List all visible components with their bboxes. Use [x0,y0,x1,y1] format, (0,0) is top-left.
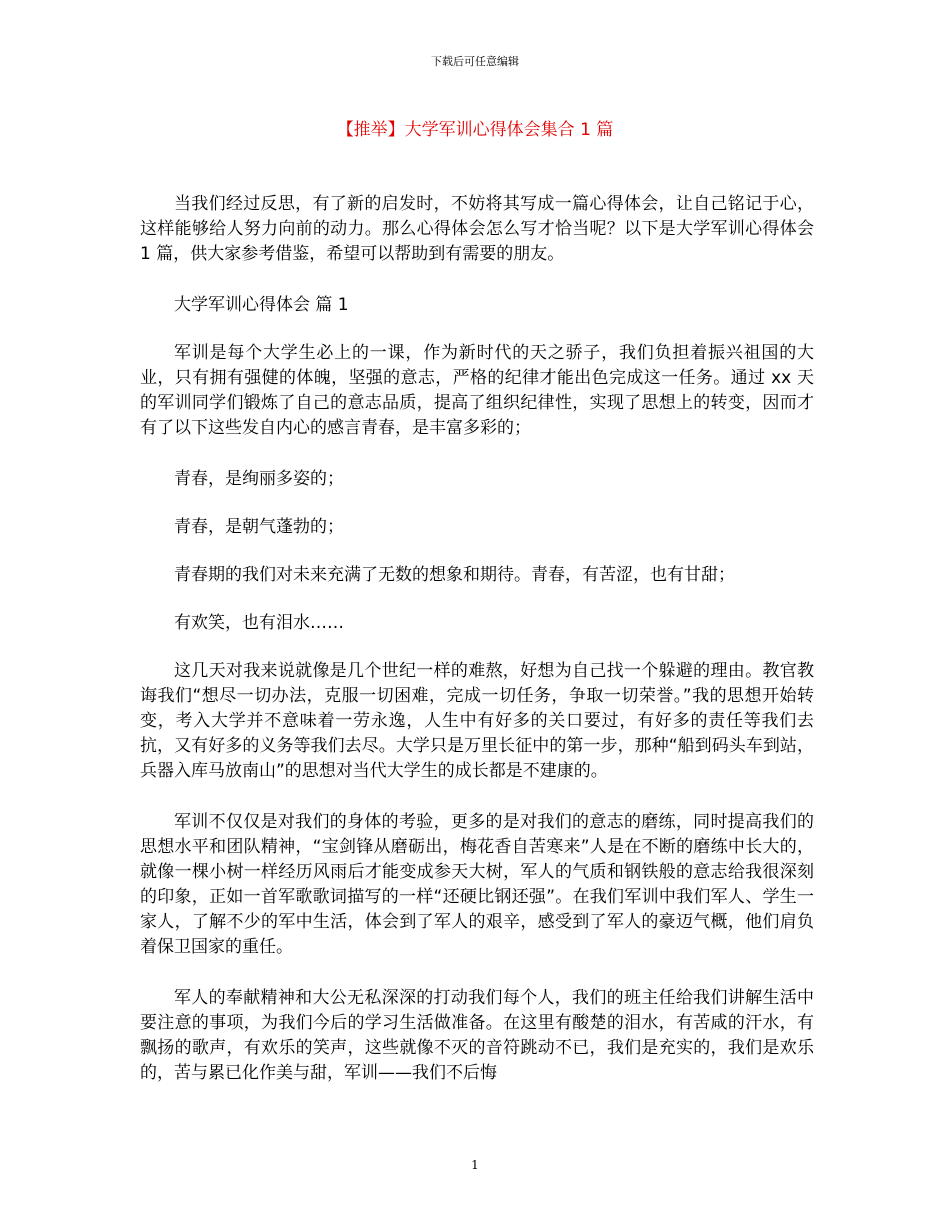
document-body [140,192,814,1112]
page-number: 1 [471,1158,479,1172]
document-title: 【推举】大学军训心得体会集合 1 篇 [336,120,614,140]
paragraph: 青春，是绚丽多姿的； [174,469,344,489]
paragraph-intro: 当我们经过反思，有了新的启发时，不妨将其写成一篇心得体会，让自己铭记于心，这样能够给人努力向前的动力。那么心得体会怎么写才恰当呢？以下是大学军训心得体会 1 篇，供大家参考借鉴，希望可以帮助到有需要的朋友。 [140,194,814,264]
paragraph: 青春，是朝气蓬勃的； [174,517,344,537]
paragraph: 军训不仅仅是对我们的身体的考验，更多的是对我们的意志的磨练，同时提高我们的思想水平和团队精神，“宝剑锋从磨砺出，梅花香自苦寒来”人是在不断的磨练中长大的，就像一棵小树一样经历风雨后才能变成参天大树，军人的气质和钢铁般的意志给我很深刻的印象，正如一首军歌歌词描写的一样“还硬比钢还强”。在我们军训中我们军人、学生一家人，了解不少的军中生活，体会到了军人的艰辛，感受到了军人的豪迈气概，他们肩负着保卫国家的重任。 [140,812,814,957]
paragraph: 青春期的我们对未来充满了无数的想象和期待。青春，有苦涩，也有甘甜； [174,565,735,585]
paragraph: 军训是每个大学生必上的一课，作为新时代的天之骄子，我们负担着振兴祖国的大业，只有拥有强健的体魄，坚强的意志，严格的纪律才能出色完成这一任务。通过 xx 天的军训同学们锻炼了自己的意志品质，提高了组织纪律性，实现了思想上的转变，因而才有了以下这些发自内心的感言青春，是丰富多彩的； [140,343,814,438]
header-note: 下载后可任意编辑 [431,55,519,68]
paragraph: 有欢笑，也有泪水…… [174,613,344,633]
section-heading: 大学军训心得体会 篇 1 [174,295,349,315]
paragraph: 军人的奉献精神和大公无私深深的打动我们每个人，我们的班主任给我们讲解生活中要注意的事项，为我们今后的学习生活做准备。在这里有酸楚的泪水，有苦咸的汗水，有飘扬的歌声，有欢乐的笑声，这些就像不灭的音符跳动不已，我们是充实的，我们是欢乐的，苦与累已化作美与甜，军训——我们不后悔 [140,988,814,1083]
paragraph: 这几天对我来说就像是几个世纪一样的难熬，好想为自己找一个躲避的理由。教官教诲我们“想尽一切办法，克服一切困难，完成一切任务，争取一切荣誉。”我的思想开始转变，考入大学并不意味着一劳永逸，人生中有好多的关口要过，有好多的责任等我们去抗，又有好多的义务等我们去尽。大学只是万里长征中的第一步，那种“船到码头车到站，兵器入库马放南山”的思想对当代大学生的成长都是不建康的。 [140,661,814,781]
